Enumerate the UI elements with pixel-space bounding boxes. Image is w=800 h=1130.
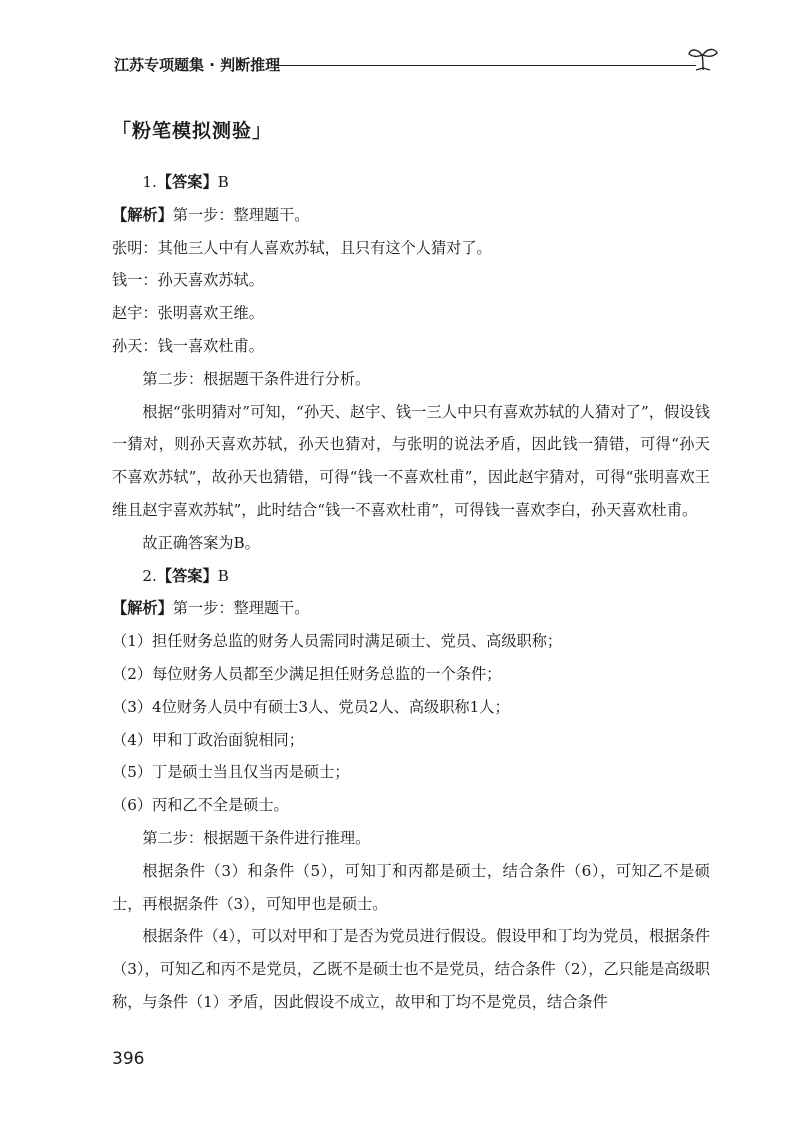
q2-answer-tag: 【答案】 bbox=[156, 566, 218, 585]
q2-condition: （2）每位财务人员都至少满足担任财务总监的一个条件； bbox=[112, 664, 502, 683]
q2-condition: （4）甲和丁政治面貌相同； bbox=[112, 730, 304, 749]
q1-answer-tag: 【答案】 bbox=[156, 173, 218, 191]
q2-condition: （6）丙和乙不全是硕士。 bbox=[112, 796, 289, 815]
q1-zhaoyu: 赵宇：张明喜欢王维。 bbox=[112, 304, 264, 323]
q2-number: 2. bbox=[142, 566, 157, 585]
document-body bbox=[112, 166, 710, 1019]
q1-suntian: 孙天：钱一喜欢杜甫。 bbox=[112, 336, 264, 355]
q1-step2: 第二步：根据题干条件进行分析。 bbox=[142, 369, 371, 388]
page-number: 396 bbox=[112, 1049, 145, 1069]
header-title: 江苏专项题集 · 判断推理 bbox=[114, 56, 281, 74]
q2-analysis-1: 根据条件（3）和条件（5），可知丁和丙都是硕士，结合条件（6），可知乙不是硕士，再根据条件（3），可知甲也是硕士。 bbox=[112, 861, 710, 913]
q2-answer: B bbox=[217, 566, 229, 585]
q1-conclusion: 故正确答案为B。 bbox=[142, 533, 260, 552]
q1-zhangming: 张明：其他三人中有人喜欢苏轼，且只有这个人猜对了。 bbox=[112, 238, 492, 257]
header-rule bbox=[276, 65, 696, 66]
q2-condition: （5）丁是硕士当且仅当丙是硕士； bbox=[112, 763, 350, 782]
q1-answer: B bbox=[217, 173, 229, 191]
q2-step2: 第二步：根据题干条件进行推理。 bbox=[142, 828, 371, 847]
q2-condition: （3）4位财务人员中有硕士3人、党员2人、高级职称1人； bbox=[112, 697, 510, 716]
page-header bbox=[114, 50, 726, 80]
q2-analysis-2: 根据条件（4），可以对甲和丁是否为党员进行假设。假设甲和丁均为党员，根据条件（3），可知乙和丙不是党员，乙既不是硕士也不是党员，结合条件（2），乙只能是高级职称，与条件（1）矛盾，因此假设不成立，故甲和丁均不是党员，结合条件 bbox=[112, 927, 710, 1011]
q1-qianyi: 钱一：孙天喜欢苏轼。 bbox=[112, 271, 264, 290]
q2-step1-line bbox=[112, 592, 710, 625]
q2-condition: （1）担任财务总监的财务人员需同时满足硕士、党员、高级职称； bbox=[112, 632, 563, 651]
section-title: 「粉笔模拟测验」 bbox=[112, 120, 273, 142]
q1-analysis: 根据“张明猜对”可知，“孙天、赵宇、钱一三人中只有喜欢苏轼的人猜对了”，假设钱一猜对，则孙天喜欢苏轼，孙天也猜对，与张明的说法矛盾，因此钱一猜错，可得“孙天不喜欢苏轼”，故孙天也猜错，可得“钱一不喜欢杜甫”，因此赵宇猜对，可得“张明喜欢王维且赵宇喜欢苏轼”，此时结合“钱一不喜欢杜甫”，可得钱一喜欢李白，孙天喜欢杜甫。 bbox=[112, 402, 710, 519]
q1-answer-line bbox=[112, 166, 710, 199]
sprout-icon bbox=[686, 44, 720, 72]
q2-answer-line bbox=[112, 560, 710, 593]
q2-step1: 第一步：整理题干。 bbox=[172, 599, 310, 618]
q1-step1: 第一步：整理题干。 bbox=[172, 205, 310, 224]
q1-analysis-tag: 【解析】 bbox=[112, 205, 173, 224]
q1-step1-line bbox=[112, 199, 710, 232]
q1-number: 1. bbox=[142, 173, 157, 191]
q2-analysis-tag: 【解析】 bbox=[112, 599, 173, 618]
